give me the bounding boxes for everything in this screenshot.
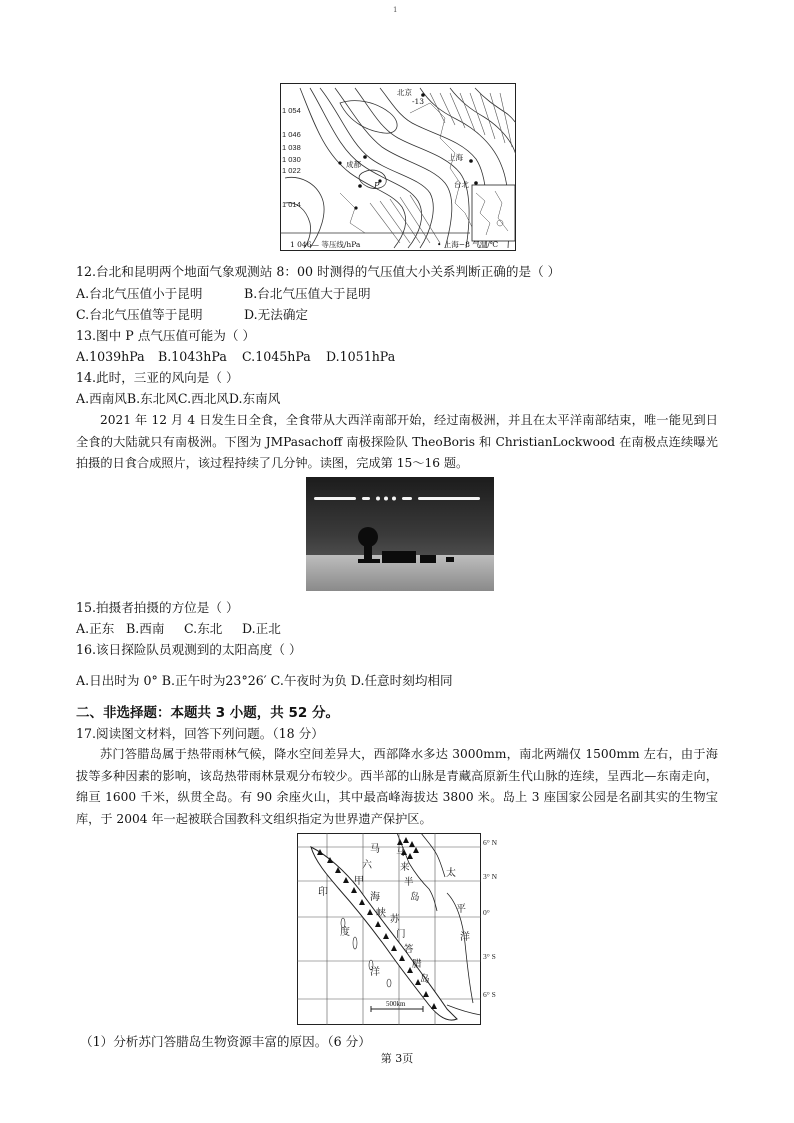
latitude-label: 3° N [483, 872, 498, 881]
question-14-options[interactable]: A.西南风B.东北风C.西北风D.东南风 [76, 391, 281, 406]
question-12-options-row2 [76, 305, 308, 325]
map-label-strait: 马 [370, 844, 380, 855]
map-label-peninsula: 岛 [410, 892, 420, 903]
map-label-pacific: 平 [456, 904, 466, 915]
isobar-map [280, 83, 516, 251]
legend-isobar: 1 046— 等压线/hPa [290, 240, 361, 249]
map-label-sumatra: 门 [396, 929, 406, 940]
map-label-sumatra: 苏 [390, 914, 400, 925]
question-15-stem: 15.拍摄者拍摄的方位是（ ） [76, 600, 239, 615]
option-b[interactable]: B.西南 [126, 621, 165, 636]
option-a[interactable]: A.台北气压值小于昆明 [76, 286, 203, 301]
latitude-label: 6° S [483, 990, 496, 999]
question-13-options [76, 347, 395, 367]
city-label-taipei: 台北 [454, 180, 469, 189]
question-12-stem: 12.台北和昆明两个地面气象观测站 8：00 时测得的气压值大小关系判断正确的是（ ） [76, 264, 561, 279]
map-label-sumatra: 腊 [412, 959, 422, 970]
latitude-label: 3° S [483, 952, 496, 961]
map-label-strait: 峡 [376, 908, 386, 919]
eclipse-photo [306, 477, 494, 591]
scale-label: 500km [386, 1000, 406, 1008]
latitude-label: 0° [483, 908, 490, 917]
map-label-indian-ocean: 度 [340, 927, 350, 938]
latitude-label: 6° N [483, 838, 498, 847]
isobar-label: 1 054 [282, 106, 301, 115]
option-d[interactable]: D.正北 [242, 621, 281, 636]
option-d[interactable]: D.1051hPa [326, 349, 396, 364]
question-16-options[interactable]: A.日出时为 0° B.正午时为23°26′ C.午夜时为负 D.任意时刻均相同 [76, 673, 453, 688]
section-heading: 二、非选择题：本题共 3 小题，共 52 分。 [76, 705, 339, 721]
question-16-stem: 16.该日探险队员观测到的太阳高度（ ） [76, 642, 302, 657]
map-label-peninsula: 来 [400, 862, 410, 873]
isobar-label: 1 038 [282, 143, 301, 152]
map-label-indian-ocean: 洋 [370, 967, 380, 978]
map-label-indian-ocean: 印 [318, 887, 328, 898]
question-15-options [76, 619, 281, 639]
eclipse-passage: 2021 年 12 月 4 日发生日全食，全食带从大西洋南部开始，经过南极洲，并且在太平洋南部结束，唯一能见到日全食的大陆就只有南极洲。下图为 JMPasachoff 南极探险队 TheoBoris 和 ChristianLockwood 在南极点连续曝光拍摄的日食合成照片，该过程持续了几分钟。读图，完成第 15～16 题。 [76, 413, 718, 470]
sumatra-passage: 苏门答腊岛属于热带雨林气候，降水空间差异大，西部降水多达 3000mm，南北两端仅 1500mm 左右，由于海拔等多种因素的影响，该岛热带雨林景观分布较少。西半部的山脉是青藏高原新生代山脉的连续，呈西北—东南走向，绵亘 1600 千米，纵贯全岛。有 90 余座火山，其中最高峰海拔达 3800 米。岛上 3 座国家公园是名副其实的生物宝库，于 2004 年一起被联合国教科文组织指定为世界遗产保护区。 [76, 747, 718, 826]
option-c[interactable]: C.东北 [184, 621, 223, 636]
map-label-strait: 六 [362, 860, 372, 871]
page-mark: 1 [393, 6, 398, 14]
map-label-sumatra: 岛 [420, 974, 430, 985]
page-number: 第 3页 [380, 1052, 414, 1065]
isobar-label: 1 046 [282, 129, 301, 139]
map-label-peninsula: 半 [404, 877, 414, 888]
option-b[interactable]: B.1043hPa [158, 349, 227, 364]
question-17-stem: 17.阅读图文材料，回答下列问题。（18 分） [76, 726, 324, 741]
question-13-stem: 13.图中 P 点气压值可能为（ ） [76, 328, 256, 343]
city-label-beijing: 北京 [397, 88, 412, 97]
question-14-stem: 14.此时，三亚的风向是（ ） [76, 370, 239, 385]
isobar-label: 1 014 [282, 199, 301, 209]
option-c[interactable]: C.1045hPa [242, 349, 311, 364]
option-a[interactable]: A.正东 [76, 621, 115, 636]
map-label-pacific: 洋 [460, 932, 470, 943]
option-a[interactable]: A.1039hPa [76, 349, 145, 364]
option-b[interactable]: B.台北气压值大于昆明 [244, 286, 371, 301]
isobar-label: 1 022 [282, 166, 301, 175]
option-c[interactable]: C.台北气压值等于昆明 [76, 307, 203, 322]
city-label-shanghai: 上海 [448, 153, 463, 162]
map-label-peninsula: 马 [396, 847, 406, 858]
question-12-options-row1 [76, 284, 371, 304]
map-label-pacific: 太 [446, 868, 456, 879]
option-d[interactable]: D.无法确定 [244, 307, 309, 322]
question-17-sub1: （1）分析苏门答腊岛生物资源丰富的原因。（6 分） [80, 1034, 371, 1049]
map-label-strait: 海 [370, 892, 380, 903]
legend-temperature: • 上海−8 气温/℃ [437, 240, 499, 249]
city-label-chengdu: 成都 [346, 160, 361, 169]
temp-label-beijing: -13 [412, 97, 425, 106]
point-p-label: P [374, 181, 380, 190]
map-label-strait: 甲 [354, 876, 364, 887]
map-label-sumatra: 答 [404, 944, 414, 955]
isobar-label: 1 030 [282, 154, 301, 164]
